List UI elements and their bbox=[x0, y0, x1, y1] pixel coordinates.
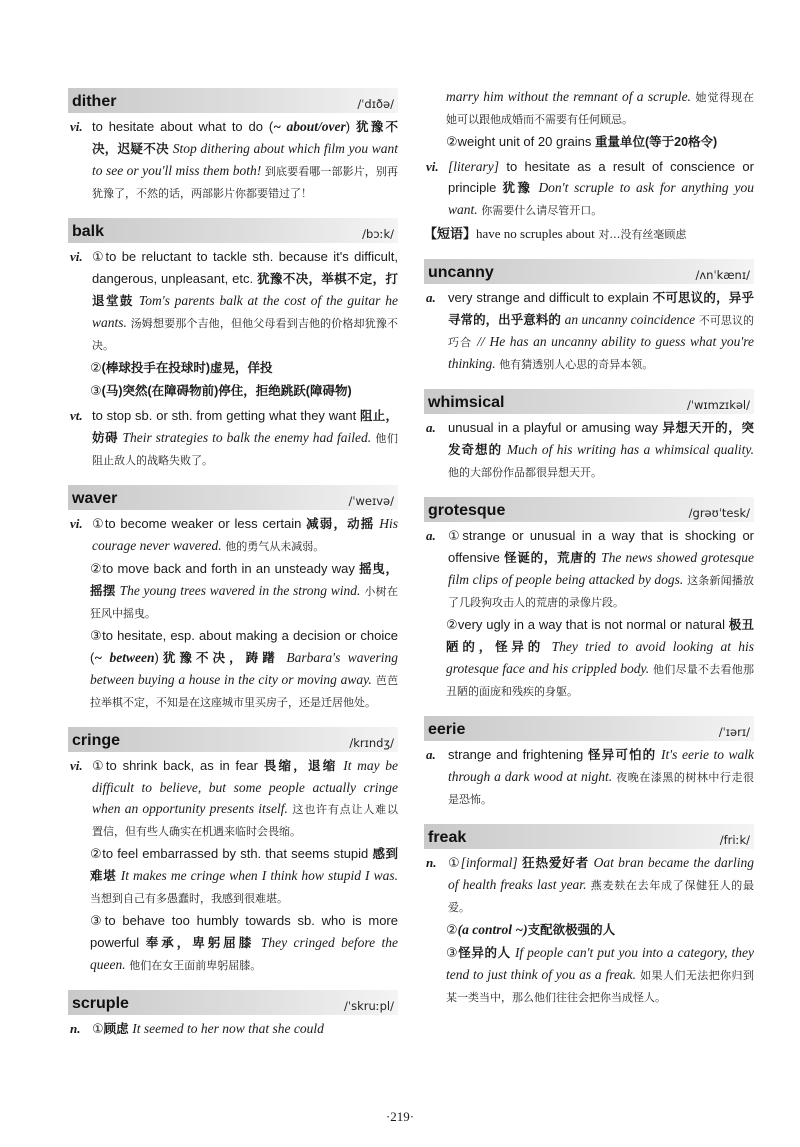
sense bbox=[68, 405, 398, 471]
sense bbox=[68, 513, 398, 557]
sub-sense bbox=[446, 942, 754, 1008]
entry-header bbox=[68, 485, 398, 510]
phonetic: /ˈwɪmzɪkəl/ bbox=[686, 398, 750, 412]
chinese-gloss: 顾虑 bbox=[103, 1022, 129, 1036]
sense-number: ③ bbox=[446, 946, 459, 961]
entry-whimsical bbox=[424, 389, 754, 483]
entry-uncanny bbox=[424, 259, 754, 375]
example: The news showed grotesque film clips of people being attacked by dogs. bbox=[448, 550, 754, 587]
separator: // bbox=[477, 334, 485, 349]
example: It may be difficult to believe, but some people actually cringe when an opportunity presents itself. bbox=[92, 758, 398, 816]
sense bbox=[68, 246, 398, 356]
phrase-translation: 对…没有丝毫顾虑 bbox=[598, 228, 687, 241]
part-of-speech: a. bbox=[426, 747, 436, 762]
sense-number: ③ bbox=[90, 914, 105, 929]
sub-sense bbox=[90, 558, 398, 624]
chinese-gloss: 犹豫 bbox=[502, 181, 533, 195]
phrase-label: 【短语】 bbox=[424, 226, 477, 241]
sense-number: ③ bbox=[90, 384, 102, 399]
chinese-gloss: 摇曳，摇摆 bbox=[90, 562, 398, 598]
sense-number: ① bbox=[448, 856, 461, 871]
definition: very strange and difficult to explain bbox=[448, 290, 649, 305]
left-column bbox=[68, 88, 398, 1054]
translation: 她觉得现在她可以跟他成婚而不需要有任何顾忌。 bbox=[446, 91, 754, 126]
entry-header bbox=[424, 497, 754, 522]
headword: eerie bbox=[428, 721, 466, 738]
sub-sense bbox=[446, 919, 754, 941]
definition: unusual in a playful or amusing way bbox=[448, 420, 659, 435]
chinese-gloss: 怪诞的，荒唐的 bbox=[504, 551, 597, 565]
example: Barbara's wavering between buying a house in the city or moving away. bbox=[90, 650, 398, 687]
sense-number: ① bbox=[92, 517, 105, 532]
part-of-speech: a. bbox=[426, 420, 436, 435]
chinese-gloss: 怪异可怕的 bbox=[588, 748, 657, 762]
translation: 芭芭拉举棋不定，不知是在这座城市里买房子，还是迁居他处。 bbox=[90, 674, 398, 709]
sense bbox=[68, 1018, 398, 1040]
headword: waver bbox=[72, 490, 118, 507]
sense bbox=[68, 116, 398, 204]
example: Stop dithering about which film you want to see or you'll miss them both! bbox=[92, 141, 398, 178]
chinese-gloss: 感到难堪 bbox=[90, 847, 398, 883]
entry-balk bbox=[68, 218, 398, 471]
example: It makes me cringe when I think how stupid I was. bbox=[120, 868, 398, 883]
phonetic: /ˈɪərɪ/ bbox=[718, 725, 750, 739]
definition: to become weaker or less certain bbox=[104, 516, 302, 531]
headword: grotesque bbox=[428, 502, 506, 519]
headword: cringe bbox=[72, 732, 121, 749]
sub-sense bbox=[446, 614, 754, 702]
headword: scruple bbox=[72, 995, 129, 1012]
entry-header bbox=[68, 88, 398, 113]
right-column bbox=[424, 86, 754, 1022]
headword: whimsical bbox=[428, 394, 505, 411]
example: Oat bran became the darling of health freaks last year. bbox=[448, 855, 754, 892]
sense-number: ② bbox=[446, 923, 458, 938]
entry-eerie bbox=[424, 716, 754, 810]
example: marry him without the remnant of a scruple. bbox=[446, 89, 691, 104]
phonetic: /friːk/ bbox=[719, 833, 750, 847]
entry-header bbox=[424, 824, 754, 849]
entry-header bbox=[68, 990, 398, 1015]
definition: to hesitate, esp. about making a decision or choice ( bbox=[90, 628, 398, 665]
example: It seemed to her now that she could bbox=[132, 1021, 324, 1036]
example: They cringed before the queen. bbox=[90, 935, 398, 972]
chinese-gloss: 畏缩，退缩 bbox=[263, 759, 338, 773]
translation: 这条新闻播放了几段狗攻击人的荒唐的录像片段。 bbox=[448, 574, 755, 609]
translation: 到底要看哪一部影片，别再犹豫了，不然的话，两部影片你都要错过了！ bbox=[92, 165, 398, 200]
phonetic: /krɪndʒ/ bbox=[349, 736, 394, 750]
example: The young trees wavered in the strong wind. bbox=[119, 583, 361, 598]
translation: 他有猜透别人心思的奇异本领。 bbox=[499, 358, 654, 371]
sub-sense bbox=[90, 357, 398, 379]
definition: to hesitate about what to do ( bbox=[92, 119, 274, 134]
entry-dither bbox=[68, 88, 398, 204]
part-of-speech: vi. bbox=[70, 516, 83, 531]
definition: weight unit of 20 grains bbox=[457, 134, 592, 149]
sub-sense bbox=[446, 131, 754, 153]
part-of-speech: n. bbox=[70, 1021, 81, 1036]
phrase-note bbox=[424, 223, 754, 245]
phonetic: /ˈskruːpl/ bbox=[344, 999, 394, 1013]
chinese-gloss: (马)突然(在障碍物前)停住，拒绝跳跃(障碍物) bbox=[101, 384, 352, 398]
example: His courage never wavered. bbox=[92, 516, 398, 553]
grammar-note: ~ about/over bbox=[273, 119, 346, 134]
entry-header bbox=[424, 259, 754, 284]
definition: to move back and forth in an unsteady way bbox=[102, 561, 355, 576]
translation: 夜晚在漆黑的树林中行走很是恐怖。 bbox=[448, 771, 754, 806]
entry-header bbox=[68, 218, 398, 243]
definition-end: ) bbox=[154, 650, 159, 665]
translation: 不可思议的巧合 bbox=[448, 314, 754, 349]
phrase-text: have no scruples about bbox=[476, 226, 595, 241]
grammar-note: ~ between bbox=[94, 650, 155, 665]
chinese-gloss: 犹豫不决，举棋不定，打退堂鼓 bbox=[92, 272, 398, 308]
chinese-gloss: 阻止，妨碍 bbox=[92, 409, 398, 445]
translation: 这也许有点让人难以置信，但有些人确实在机遇来临时会畏缩。 bbox=[92, 803, 398, 838]
usage-label: [informal] bbox=[460, 855, 518, 870]
example: They tried to avoid looking at his grotesque face and his crippled body. bbox=[446, 639, 754, 676]
chinese-gloss: 犹豫不决，迟疑不决 bbox=[92, 120, 398, 156]
part-of-speech: a. bbox=[426, 290, 436, 305]
entry-header bbox=[424, 716, 754, 741]
definition: very ugly in a way that is not normal or natural bbox=[457, 617, 725, 632]
part-of-speech: vi. bbox=[70, 758, 83, 773]
entry-header bbox=[68, 727, 398, 752]
entry-scruple-continued bbox=[424, 86, 754, 245]
definition: to feel embarrassed by sth. that seems stupid bbox=[102, 846, 369, 861]
entry-cringe bbox=[68, 727, 398, 976]
entry-scruple bbox=[68, 990, 398, 1040]
chinese-gloss: 不可思议的，异乎寻常的，出乎意料的 bbox=[448, 291, 754, 327]
translation: 他们尽量不去看他那丑陋的面庞和残疾的身躯。 bbox=[446, 663, 754, 698]
translation: 燕麦麸在去年成了保健狂人的最爱。 bbox=[448, 879, 754, 914]
part-of-speech: vi. bbox=[70, 119, 83, 134]
sub-sense bbox=[90, 380, 398, 402]
example: It's eerie to walk through a dark wood at night. bbox=[448, 747, 754, 784]
translation: 你需要什么请尽管开口。 bbox=[481, 204, 603, 217]
example: He has an uncanny ability to guess what you're thinking. bbox=[448, 334, 754, 371]
translation: 小树在狂风中摇曳。 bbox=[90, 585, 398, 620]
sub-sense bbox=[90, 625, 398, 713]
translation: 他的大部份作品都很异想天开。 bbox=[448, 466, 602, 479]
sense-number: ② bbox=[90, 847, 103, 862]
translation: 汤姆想要那个吉他，但他父母看到吉他的价格却犹豫不决。 bbox=[92, 317, 398, 352]
sense-number: ① bbox=[92, 1022, 104, 1037]
definition: to be reluctant to tackle sth. because it's difficult, dangerous, unpleasant, etc. bbox=[92, 249, 399, 286]
sense bbox=[424, 852, 754, 918]
definition: to shrink back, as in fear bbox=[105, 758, 258, 773]
translation: 他们阻止敌人的战略失败了。 bbox=[92, 432, 398, 467]
translation: 当想到自己有多愚蠢时，我感到很难堪。 bbox=[90, 892, 288, 905]
sense-number: ② bbox=[446, 618, 458, 633]
entry-grotesque bbox=[424, 497, 754, 702]
sense bbox=[424, 525, 754, 613]
chinese-gloss: 减弱，动摇 bbox=[306, 517, 375, 531]
sub-sense bbox=[90, 910, 398, 976]
sense bbox=[424, 156, 754, 221]
sense-number: ② bbox=[90, 562, 103, 577]
phonetic: /ˈweɪvə/ bbox=[348, 494, 394, 508]
definition: strange or unusual in a way that is shocking or offensive bbox=[448, 528, 755, 565]
sub-sense bbox=[90, 843, 398, 909]
sense-number: ② bbox=[90, 361, 102, 376]
chinese-gloss: 重量单位(等于20格令) bbox=[594, 135, 718, 149]
grammar-note: (a control ~) bbox=[457, 922, 528, 937]
example: Don't scruple to ask for anything you want. bbox=[448, 180, 754, 217]
headword: freak bbox=[428, 829, 467, 846]
sense-number: ③ bbox=[90, 629, 103, 644]
headword: uncanny bbox=[428, 264, 494, 281]
continued-text bbox=[424, 86, 754, 130]
sense-number: ② bbox=[446, 135, 458, 150]
chinese-gloss: 支配欲极强的人 bbox=[527, 923, 616, 937]
definition: to hesitate as a result of conscience or principle bbox=[448, 159, 754, 195]
translation: 他的勇气从未减弱。 bbox=[225, 540, 325, 553]
chinese-gloss: 极丑陋的，怪异的 bbox=[446, 618, 754, 654]
definition: to stop sb. or sth. from getting what they want bbox=[92, 408, 357, 423]
example: Their strategies to balk the enemy had failed. bbox=[122, 430, 372, 445]
sense-number: ① bbox=[92, 759, 106, 774]
phonetic: /grəʊˈtesk/ bbox=[688, 506, 750, 520]
part-of-speech: vi. bbox=[426, 159, 439, 174]
sense-number: ① bbox=[92, 250, 106, 265]
example: If people can't put you into a category, they tend to just think of you as a freak. bbox=[446, 945, 754, 982]
chinese-gloss: 异想天开的，突发奇想的 bbox=[448, 421, 754, 457]
part-of-speech: vt. bbox=[70, 408, 83, 423]
example: Much of his writing has a whimsical quality. bbox=[506, 442, 754, 457]
phonetic: /bɔːk/ bbox=[362, 227, 394, 241]
phonetic: /ʌnˈkænɪ/ bbox=[695, 268, 750, 282]
chinese-gloss: 奉承，卑躬屈膝 bbox=[145, 936, 255, 950]
sense-number: ① bbox=[448, 529, 463, 544]
definition: to behave too humbly towards sb. who is more powerful bbox=[90, 913, 398, 950]
headword: balk bbox=[72, 223, 105, 240]
part-of-speech: a. bbox=[426, 528, 436, 543]
chinese-gloss: (棒球投手在投球时)虚晃，佯投 bbox=[101, 361, 273, 375]
entry-freak bbox=[424, 824, 754, 1008]
sense bbox=[424, 417, 754, 483]
translation: 如果人们无法把你归到某一类当中，那么他们往往会把你当成怪人。 bbox=[446, 969, 754, 1004]
usage-label: [literary] bbox=[448, 159, 500, 174]
example: Tom's parents balk at the cost of the guitar he wants. bbox=[92, 293, 398, 330]
chinese-gloss: 犹豫不决，踌躇 bbox=[158, 651, 279, 665]
sense bbox=[68, 755, 398, 842]
sense bbox=[424, 744, 754, 810]
part-of-speech: n. bbox=[426, 855, 437, 870]
page-number: ·219· bbox=[385, 1109, 415, 1124]
translation: 他们在女王面前卑躬屈膝。 bbox=[129, 959, 262, 972]
chinese-gloss: 怪异的人 bbox=[458, 946, 511, 960]
part-of-speech: vi. bbox=[70, 249, 83, 264]
phonetic: /ˈdɪðə/ bbox=[357, 97, 394, 111]
sense bbox=[424, 287, 754, 375]
entry-waver bbox=[68, 485, 398, 713]
chinese-gloss: 狂热爱好者 bbox=[522, 856, 590, 870]
entry-header bbox=[424, 389, 754, 414]
definition: strange and frightening bbox=[448, 747, 584, 762]
definition-end: ) bbox=[345, 119, 351, 134]
headword: dither bbox=[72, 93, 117, 110]
example: an uncanny coincidence bbox=[564, 312, 696, 327]
